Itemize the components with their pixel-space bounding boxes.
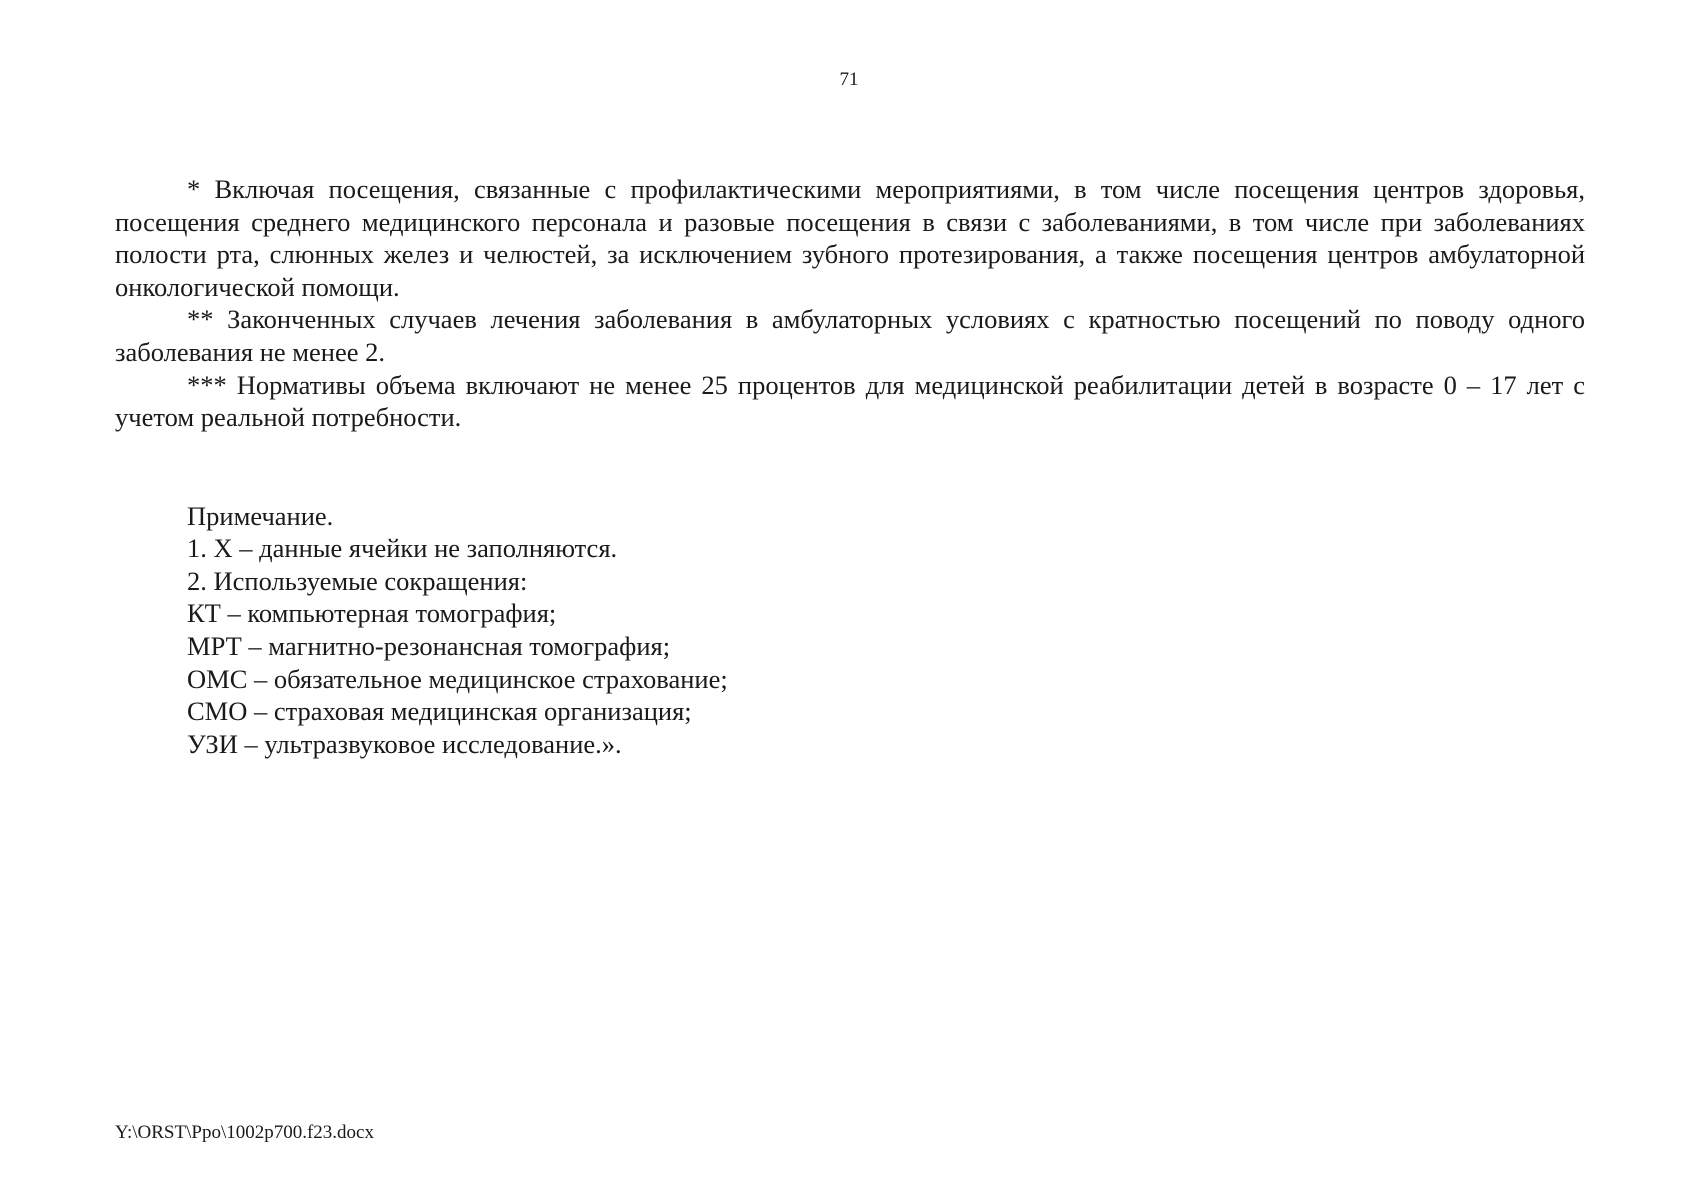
abbreviation-smo: СМО – страховая медицинская организация; [187,696,692,727]
abbreviation-mri: МРТ – магнитно-резонансная томография; [187,630,671,661]
notes-item-1: 1. Х – данные ячейки не заполняются. [187,533,618,564]
notes-item-2: 2. Используемые сокращения: [187,565,528,596]
notes-section [187,467,1387,760]
abbreviation-ct: КТ – компьютерная томография; [187,598,557,629]
file-path-footer: Y:\ORST\Ppo\1002p700.f23.docx [115,1122,374,1143]
footnote-three-stars: *** Нормативы объема включают не менее 25 процентов для медицинской реабилитации детей в возрасте 0 – 17 лет с учетом реальной потребности. [115,369,1585,433]
footnote-one-star: * Включая посещения, связанные с профилактическими мероприятиями, в том числе посещения центров здоровья, посещения среднего медицинского персонала и разовые посещения в связи с заболеваниями, в том числе при заболеваниях полости рта, слюнных желез и челюстей, за исключением зубного протезирования, а также посещения центров амбулаторной онкологической помощи. [115,174,1585,302]
abbreviation-uzi: УЗИ – ультразвуковое исследование.». [187,728,622,759]
footnotes [115,173,1585,434]
page-number: 71 [839,69,859,90]
footnote-two-stars: ** Законченных случаев лечения заболевания в амбулаторных условиях с кратностью посещений по поводу одного заболевания не менее 2. [115,304,1585,367]
abbreviation-oms: ОМС – обязательное медицинское страхование; [187,663,728,694]
notes-heading: Примечание. [187,500,334,531]
notes-spacer [187,467,1387,500]
